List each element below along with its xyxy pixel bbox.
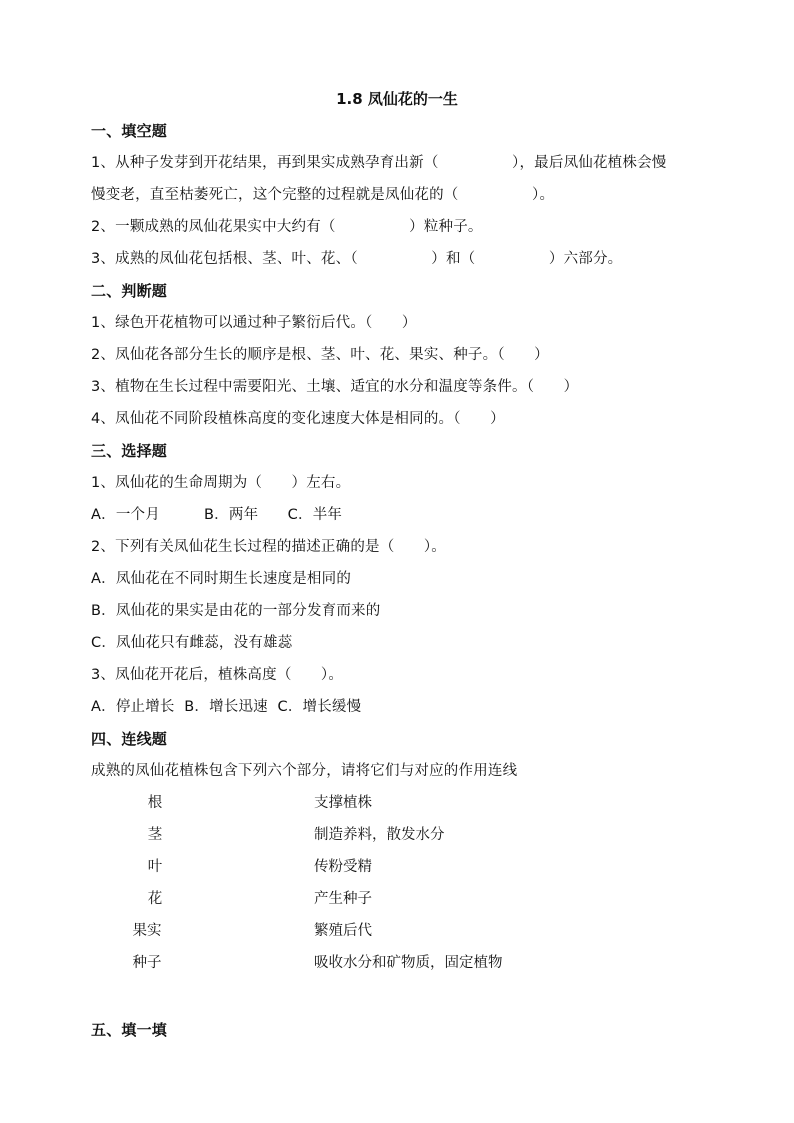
part-label: 茎: [147, 827, 163, 843]
function-label: 繁殖后代: [314, 923, 372, 939]
question-text: 1、绿色开花植物可以通过种子繁衍后代。（ ）: [91, 315, 417, 331]
question-text: 慢变老，直至枯萎死亡，这个完整的过程就是凤仙花的（ ）。: [91, 187, 555, 203]
answer-option: C．凤仙花只有雌蕊，没有雄蕊: [91, 635, 293, 651]
function-label: 吸收水分和矿物质，固定植物: [314, 955, 503, 971]
part-label: 花: [147, 891, 163, 907]
matching-instructions: 成熟的凤仙花植株包含下列六个部分，请将它们与对应的作用连线: [91, 763, 518, 779]
function-label: 传粉受精: [314, 859, 372, 875]
question-text: 2、一颗成熟的凤仙花果实中大约有（ ）粒种子。: [91, 219, 483, 235]
question-text: 1、从种子发芽到开花结果，再到果实成熟孕育出新（ ），最后凤仙花植株会慢: [91, 155, 667, 171]
answer-options: A．停止增长 B．增长迅速 C．增长缓慢: [91, 699, 362, 715]
page-title: 1.8 凤仙花的一生: [336, 90, 458, 108]
question-text: 1、凤仙花的生命周期为（ ）左右。: [91, 475, 351, 491]
part-label: 果实: [132, 923, 162, 939]
section-heading-true-false: 二、判断题: [91, 282, 168, 300]
section-heading-multiple-choice: 三、选择题: [91, 442, 168, 460]
question-text: 2、凤仙花各部分生长的顺序是根、茎、叶、花、果实、种子。（ ）: [91, 347, 549, 363]
part-label: 根: [147, 795, 163, 811]
question-text: 4、凤仙花不同阶段植株高度的变化速度大体是相同的。（ ）: [91, 411, 505, 427]
section-heading-fill-blank: 一、填空题: [91, 122, 168, 140]
question-text: 3、成熟的凤仙花包括根、茎、叶、花、（ ）和（ ）六部分。: [91, 251, 623, 267]
question-text: 3、植物在生长过程中需要阳光、土壤、适宜的水分和温度等条件。（ ）: [91, 379, 579, 395]
function-label: 产生种子: [314, 891, 372, 907]
section-heading-matching: 四、连线题: [91, 730, 168, 748]
question-text: 3、凤仙花开花后，植株高度（ ）。: [91, 667, 344, 683]
function-label: 制造养料，散发水分: [314, 827, 445, 843]
answer-option: B．凤仙花的果实是由花的一部分发育而来的: [91, 603, 381, 619]
section-heading-fill-in: 五、填一填: [91, 1021, 168, 1039]
part-label: 种子: [132, 955, 162, 971]
function-label: 支撑植株: [314, 795, 372, 811]
answer-option: A．凤仙花在不同时期生长速度是相同的: [91, 571, 352, 587]
part-label: 叶: [147, 859, 163, 875]
question-text: 2、下列有关凤仙花生长过程的描述正确的是（ ）。: [91, 539, 446, 555]
answer-options: A．一个月 B．两年 C．半年: [91, 507, 343, 523]
